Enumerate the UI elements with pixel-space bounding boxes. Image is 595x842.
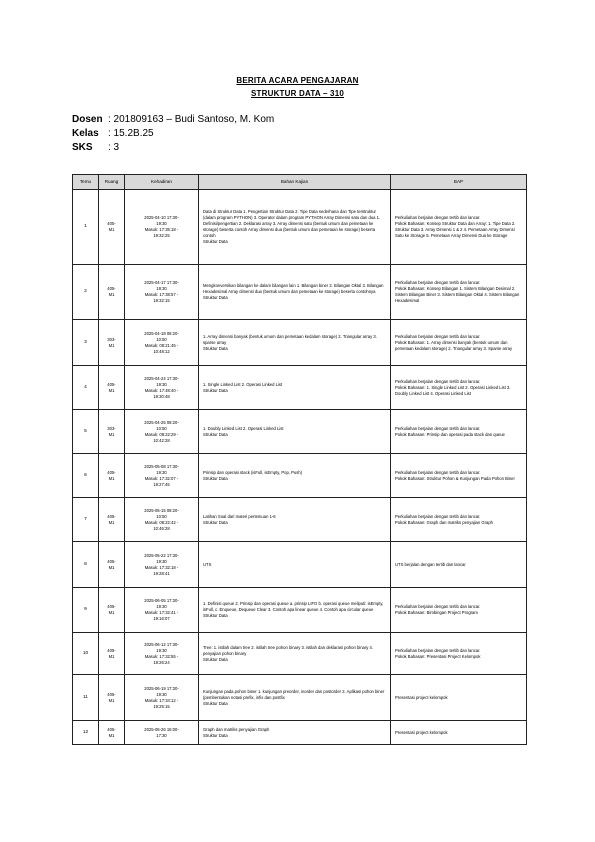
cell-kehadiran — [125, 498, 199, 542]
bap-text: Perkuliahan berjalan dengan tertib dan lancar. Pokok Bahasan: Struktur Pohon & Kunjungan Pada Pohon Biner — [395, 469, 515, 481]
cell-temu: 6 — [73, 454, 99, 498]
cell-bahan-kajian — [199, 588, 391, 633]
cell-temu: 10 — [73, 633, 99, 675]
cell-temu: 1 — [73, 190, 99, 265]
cell-bap — [391, 721, 527, 745]
ruang-text: 405- M1 — [107, 221, 116, 232]
bahan-text: Tree: 1. istilah dalam tree 2. istilah tree pohon binary 3. istilah dan deklarasi pohon binary 4. penyajian pohon binary Struktur Data — [203, 644, 374, 662]
cell-kehadiran — [125, 454, 199, 498]
cell-kehadiran — [125, 366, 199, 410]
cell-ruang — [99, 542, 125, 588]
cell-bahan-kajian — [199, 366, 391, 410]
ruang-text: 405- M1 — [107, 513, 116, 525]
header-bahan-kajian: Bahan Kajian — [199, 175, 391, 190]
kehadiran-text: 2025-05-15 08:20- 10:50 Masuk: 08:22:42 - 10:46:28 — [144, 507, 179, 531]
kehadiran-text: 2025-04-25 08:20- 10:50 Masuk: 08:22:29 - 10:42:28 — [144, 419, 179, 443]
table-row — [73, 454, 527, 498]
table-row — [73, 542, 527, 588]
kehadiran-text: 2025-04-24 17:30- 19:30 Masuk: 17:48:40 - 19:30:48 — [144, 375, 179, 399]
table-row — [73, 190, 527, 265]
bap-text: Perkuliahan berjalan dengan tertib dan lancar. Pokok Bahasan: Graph dan matriks penyajian Graph — [395, 513, 493, 525]
kehadiran-text: 2025-06-12 17:30- 19:30 Masuk: 17:32:55 - 19:26:24 — [144, 641, 179, 665]
cell-bap — [391, 542, 527, 588]
cell-bahan-kajian — [199, 498, 391, 542]
bap-text: Perkuliahan berjalan dengan tertib dan lancar. Pokok Bahasan: Bimbingan Project Program — [395, 604, 481, 615]
cell-ruang — [99, 366, 125, 410]
cell-bahan-kajian — [199, 721, 391, 745]
ruang-text: 303- M1 — [107, 336, 116, 348]
bap-text: Presentasi project kelompok — [395, 694, 448, 700]
kehadiran-text: 2025-04-18 08:20- 10:50 Masuk: 08:21:45 - 10:48:12 — [144, 330, 179, 354]
cell-ruang — [99, 675, 125, 721]
cell-ruang — [99, 588, 125, 633]
kehadiran-text: 2025-04-10 17:30- 19:30 Masuk: 17:35:18 - 19:32:25 — [144, 215, 179, 238]
bahan-text: 1. Doubly Linked List 2. Operasi Linked List Struktur Data — [203, 425, 284, 437]
cell-bahan-kajian — [199, 410, 391, 454]
cell-ruang — [99, 320, 125, 366]
bap-text: Perkuliahan berjalan dengan tertib dan lancar. Pokok Bahasan: Konsep Bilangan 1. Sistem Bilangan Desimal 2. Sistem Bilangan Biner 3. Sistem Bilangan Oktal 4. Sistem Bilangan Hexadesimal — [395, 280, 520, 303]
cell-bahan-kajian — [199, 675, 391, 721]
title-line-1: BERITA ACARA PENGAJARAN — [236, 76, 359, 85]
cell-temu: 9 — [73, 588, 99, 633]
cell-kehadiran — [125, 265, 199, 320]
cell-bahan-kajian — [199, 633, 391, 675]
kehadiran-text: 2025-05-08 17:30- 19:30 Masuk: 17:32:07 - 19:27:45 — [144, 463, 179, 487]
kelas-value: : 15.2B.25 — [108, 128, 154, 139]
header-bap: BAP — [391, 175, 527, 190]
cell-bap — [391, 588, 527, 633]
table-row — [73, 366, 527, 410]
cell-temu: 7 — [73, 498, 99, 542]
bahan-text: 1. Single Linked List 2. Operasi Linked List Struktur Data — [203, 381, 283, 393]
kehadiran-text: 2025-05-22 17:30- 19:30 Masuk: 17:32:18 - 19:28:41 — [144, 552, 179, 576]
cell-bap — [391, 498, 527, 542]
ruang-text: 405- M1 — [107, 726, 116, 738]
table-row — [73, 265, 527, 320]
dosen-row — [72, 113, 274, 127]
header-kehadiran: Kehadiran — [125, 175, 199, 190]
kelas-row — [72, 127, 274, 141]
cell-ruang — [99, 190, 125, 265]
table-row — [73, 675, 527, 721]
course-info — [72, 113, 274, 155]
ruang-text: 405- M1 — [107, 647, 116, 659]
cell-bap — [391, 190, 527, 265]
cell-bap — [391, 410, 527, 454]
cell-ruang — [99, 633, 125, 675]
kelas-label: Kelas — [72, 128, 99, 139]
table-row — [73, 721, 527, 745]
ruang-text: 405- M1 — [107, 286, 116, 297]
bahan-text: UTS — [203, 561, 212, 567]
cell-bahan-kajian — [199, 542, 391, 588]
cell-ruang — [99, 410, 125, 454]
cell-temu: 12 — [73, 721, 99, 745]
bap-text: Perkuliahan berjalan dengan tertib dan lancar. Pokok Bahasan: 1. Single Linked List 2. Operasi Linked List 3. Doubly Linked List 4. Operasi Linked List — [395, 378, 511, 396]
bap-text: Perkuliahan berjalan dengan tertib dan lancar. Pokok Bahasan: Konsep Struktur Data dan Array: 1. Tipe Data 2. Struktur Data 3. Array Dimensi 1 & 2 4. Pemetaan Array Dimensi Satu ke Storage 5. Pemetaan Array Dimensi Dua ke Storage — [395, 215, 516, 238]
bap-text: UTS berjalan dengan tertib dan lancar — [395, 561, 466, 567]
bahan-text: Kunjungan pada pohon biner 1. kunjungan preorder, inorder dan postorder 2. Aplikasi pohon biner (pembentukan notasi prefix, infix dan postfix Struktur Data — [203, 688, 385, 706]
bahan-text: Data di Struktur Data 1. Pengertian Struktur Data 2. Tipe Data sederhana dan Tipe terstruktur (dalam program PYTHON) 3. Operator dalam program PYTHON Array Dimensi satu dan dua 1. Definisi/pengertian 2. Deklarasi array 3. Array dimensi satu (bentuk umum dan pemetaan ke storage) beserta contoh Array dimensi dua (bentuk umum dan pemetaan ke storage) beserta contoh Struktur Data — [203, 209, 381, 244]
cell-bap — [391, 675, 527, 721]
header-temu: Temu — [73, 175, 99, 190]
cell-kehadiran — [125, 320, 199, 366]
kehadiran-text: 2025-06-26 15:00- 17:30 — [144, 726, 179, 738]
cell-temu: 4 — [73, 366, 99, 410]
cell-ruang — [99, 265, 125, 320]
cell-ruang — [99, 498, 125, 542]
kehadiran-text: 2025-06-19 17:30- 19:30 Masuk: 17:34:12 - 19:25:15 — [144, 685, 179, 709]
cell-kehadiran — [125, 721, 199, 745]
cell-kehadiran — [125, 588, 199, 633]
cell-bahan-kajian — [199, 190, 391, 265]
bap-text: Presentasi project kelompok — [395, 729, 448, 735]
document-title — [0, 74, 595, 100]
bahan-text: Prinsip dan operasi stack (isFull, isEmpty, Pop, Push) Struktur Data — [203, 469, 303, 481]
cell-bahan-kajian — [199, 265, 391, 320]
cell-bap — [391, 366, 527, 410]
cell-kehadiran — [125, 542, 199, 588]
bahan-text: 1. Array dimensi banyak (bentuk umum dan pemetaan kedalam storage) 2. Triangular array 3. sparse array Struktur Data — [203, 333, 377, 351]
ruang-text: 303- M1 — [107, 425, 116, 437]
dosen-label: Dosen — [72, 114, 103, 125]
cell-bap — [391, 454, 527, 498]
cell-temu: 8 — [73, 542, 99, 588]
bahan-text: 1. Definisi queue 2. Prinsip dan operasi queue a. prinsip LIFO b. operasi queue meliputi: isEmpty, isFull, c. Enqueue, Dequeue Clear 3. Contoh apa linear queue 4. Contoh apa circular queue Struktur Data — [203, 601, 384, 618]
cell-kehadiran — [125, 675, 199, 721]
bap-text: Perkuliahan berjalan dengan tertib dan lancar. Pokok Bahasan: Prinsip dan operasi pada stack dan queue — [395, 425, 505, 437]
cell-ruang — [99, 721, 125, 745]
ruang-text: 405- M1 — [107, 691, 116, 703]
cell-kehadiran — [125, 190, 199, 265]
cell-temu: 2 — [73, 265, 99, 320]
cell-bap — [391, 265, 527, 320]
cell-bahan-kajian — [199, 454, 391, 498]
bahan-text: Mengkonversikan bilangan ke dalam bilangan lain 1. Bilangan biner 2. Bilangan Oktal 3. Bilangan Hexadesimal Array dimensi dua (bentuk umum dan pemetaan ke storage) beserta contohnya Struktur Data — [203, 283, 384, 300]
title-line-2: STRUKTUR DATA – 310 — [251, 89, 344, 98]
cell-temu: 3 — [73, 320, 99, 366]
bap-text: Perkuliahan berjalan dengan tertib dan lancar. Pokok Bahasan: 1. Array dimensi banyak (bentuk umum dan pemetaan kedalam storage) 2. Triangular array 3. Sparse array — [395, 333, 513, 351]
sks-row — [72, 141, 274, 155]
cell-bahan-kajian — [199, 320, 391, 366]
table-row — [73, 410, 527, 454]
bap-text: Perkuliahan berjalan dengan tertib dan lancar. Pokok Bahasan: Presentasi Project Kelompok — [395, 647, 481, 659]
sks-value: : 3 — [108, 142, 120, 153]
table-header-row — [73, 175, 527, 190]
table-row — [73, 588, 527, 633]
table-row — [73, 320, 527, 366]
bap-table — [72, 174, 527, 745]
cell-kehadiran — [125, 410, 199, 454]
bahan-text: Graph dan matriks penyajian Graph Struktur Data — [203, 726, 270, 738]
bahan-text: Latihan Soal dari materi pertemuan 1-6 Struktur Data — [203, 513, 276, 525]
header-ruang: Ruang — [99, 175, 125, 190]
sks-label: SKS — [72, 142, 93, 153]
kehadiran-text: 2025-06-05 17:30- 19:30 Masuk: 17:32:41 - 19:16:07 — [144, 598, 179, 621]
ruang-text: 405- M1 — [107, 558, 116, 570]
kehadiran-text: 2025-04-17 17:30- 19:30 Masuk: 17:38:57 - 19:32:15 — [144, 280, 179, 303]
cell-ruang — [99, 454, 125, 498]
table-row — [73, 633, 527, 675]
cell-kehadiran — [125, 633, 199, 675]
table-row — [73, 498, 527, 542]
dosen-value: : 201809163 – Budi Santoso, M. Kom — [108, 114, 275, 125]
cell-bap — [391, 320, 527, 366]
ruang-text: 405- M1 — [107, 381, 116, 393]
cell-temu: 5 — [73, 410, 99, 454]
ruang-text: 405- M1 — [107, 604, 116, 615]
cell-bap — [391, 633, 527, 675]
ruang-text: 405- M1 — [107, 469, 116, 481]
cell-temu: 11 — [73, 675, 99, 721]
